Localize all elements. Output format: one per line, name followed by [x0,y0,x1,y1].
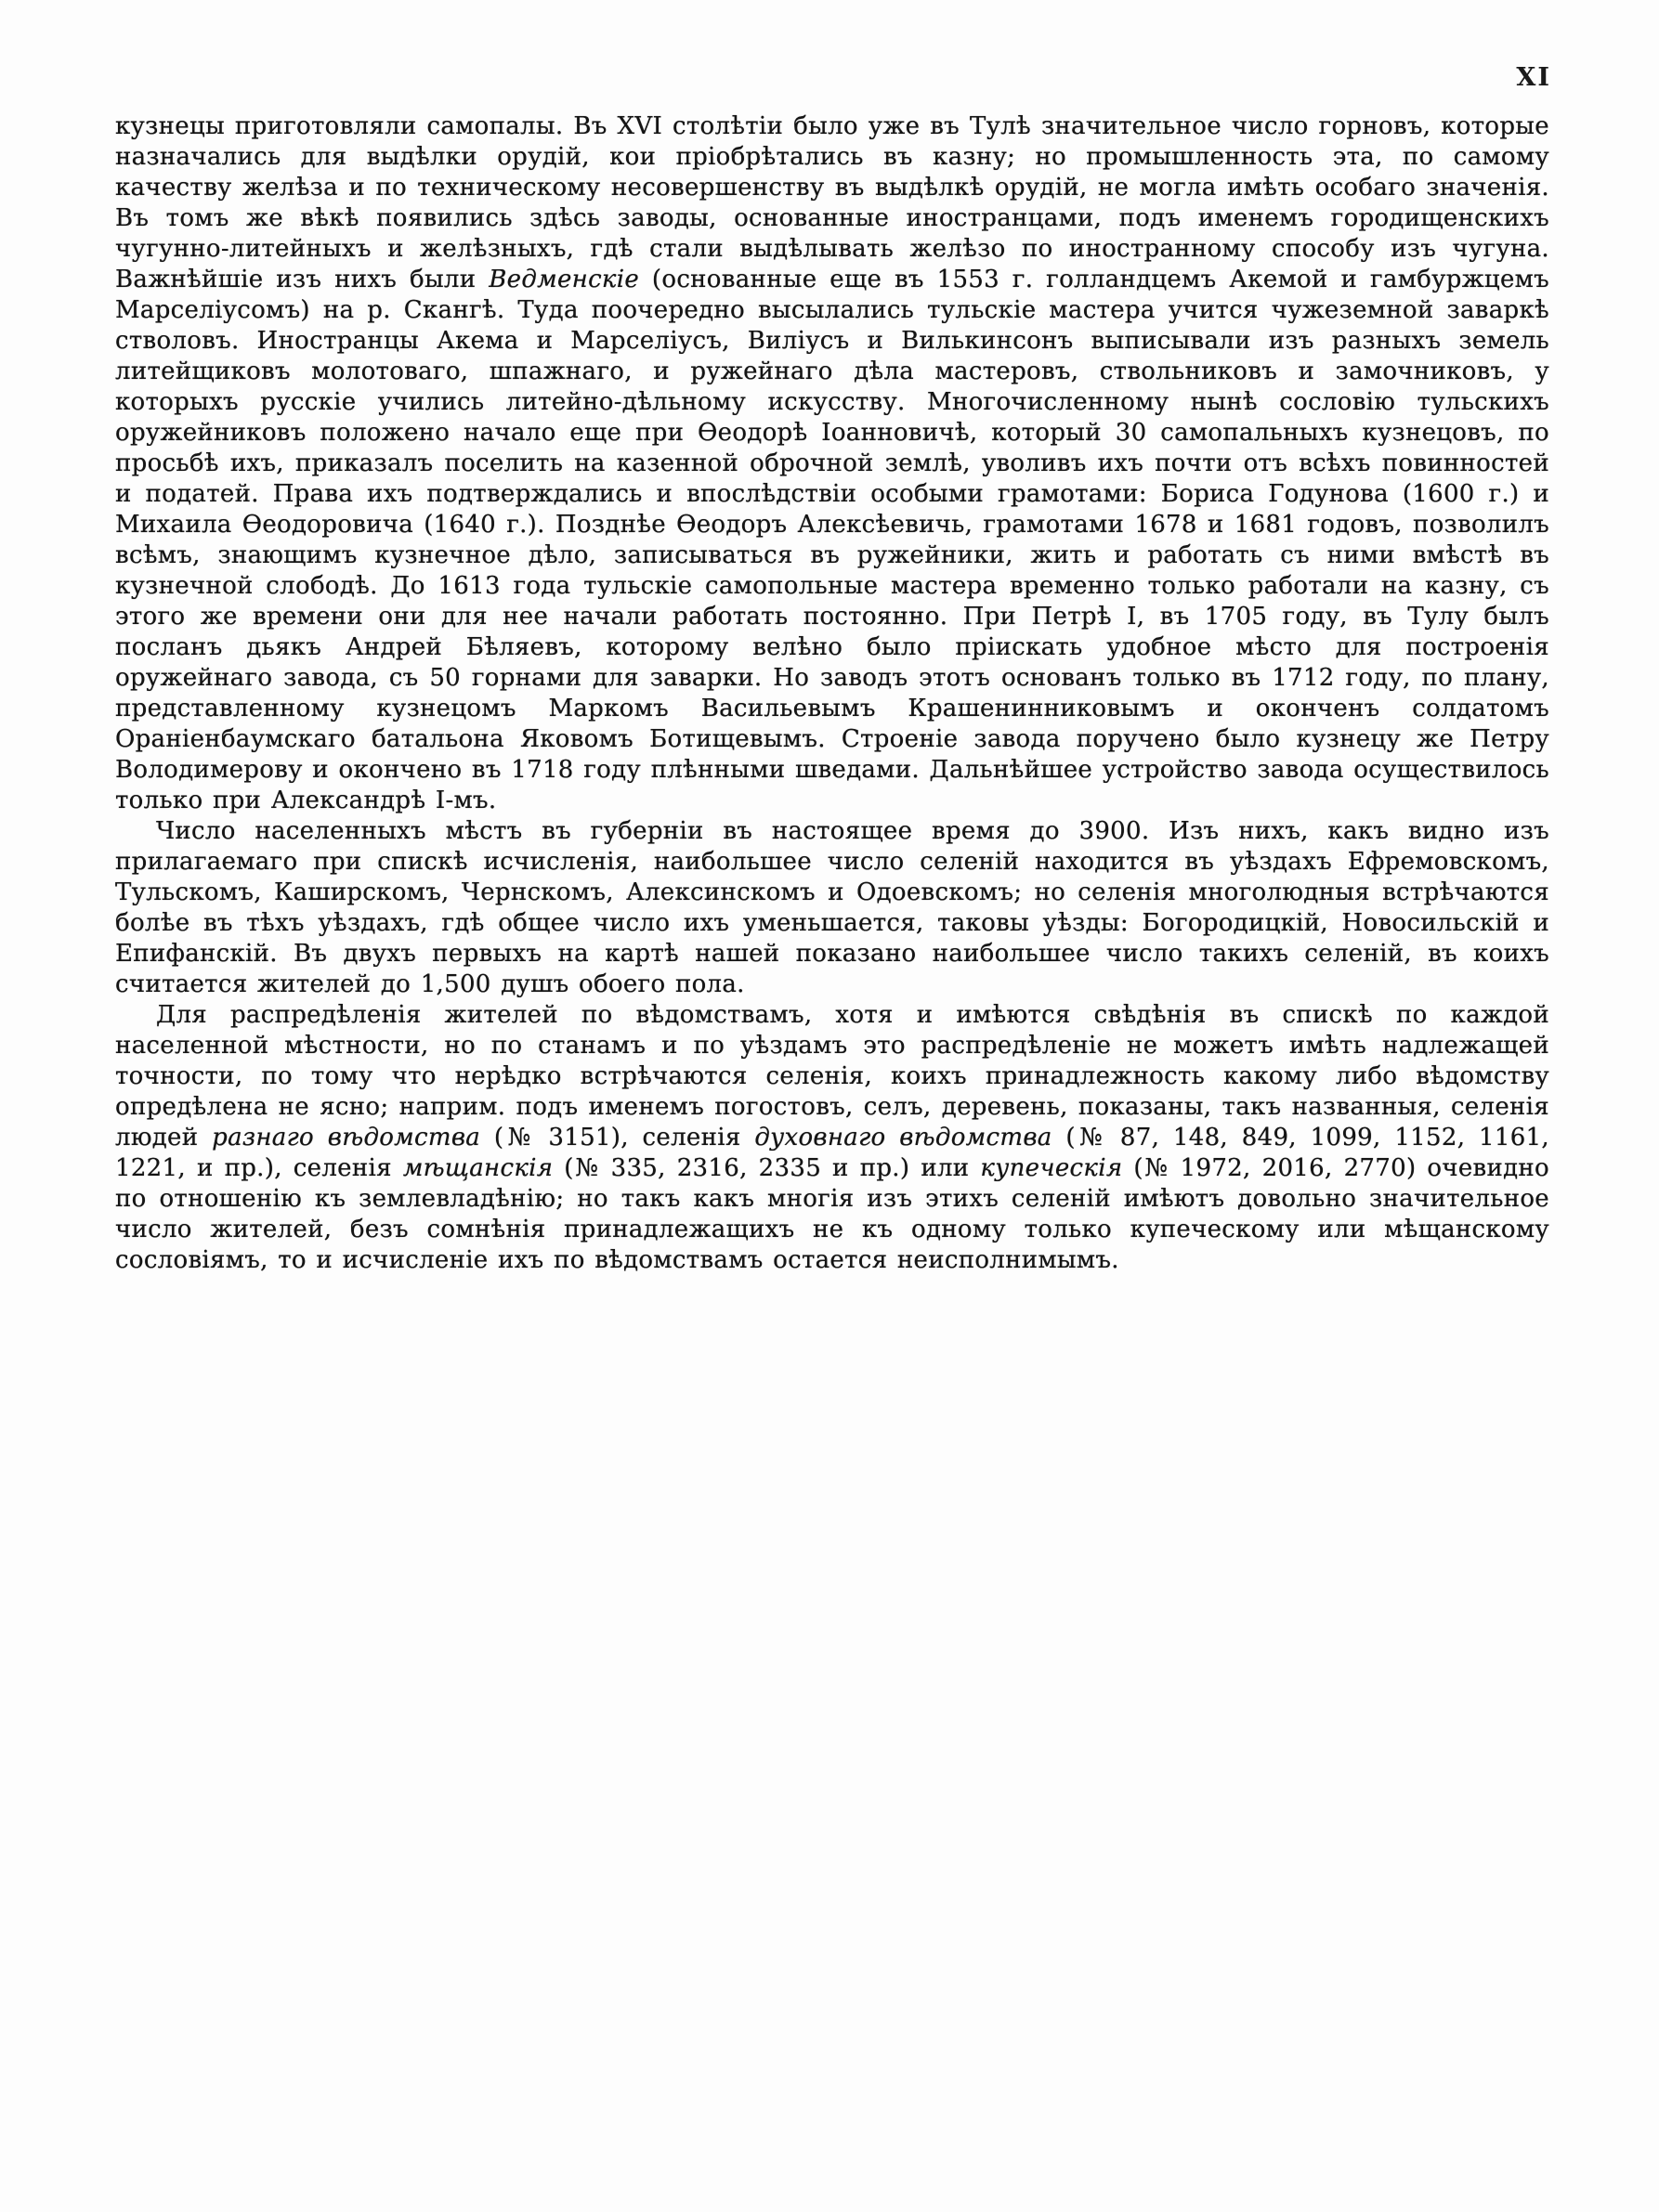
paragraph [115,816,1549,1000]
italic-phrase: купеческія [980,1154,1123,1182]
text-block [115,111,1549,1276]
italic-phrase: мѣщанскія [402,1154,554,1182]
text-segment: (№ 335, 2316, 2335 и пр.) или [553,1154,981,1182]
italic-phrase: Ведменскіе [489,266,640,293]
text-segment: Для распредѣленія жителей по вѣдомствамъ, хотя и имѣются свѣдѣнія въ спискѣ по каждой населенной мѣстности, но по станамъ и по уѣздамъ это распредѣленіе не можетъ имѣть надлежащей точности, по тому что нерѣдко встрѣчаются селенія, коихъ принадлежность какому либо вѣдомству опредѣлена не ясно; наприм. подъ именемъ погостовъ, селъ, деревень, показаны, такъ названныя, селенія людей [115,1001,1549,1152]
page-number: XI [1516,63,1551,92]
paragraph [115,111,1549,816]
paragraph [115,1000,1549,1276]
text-segment: (№ 87, 148, 849, 1099, 1152, 1161, 1221, и пр.), селенія [115,1124,1549,1182]
text-segment: кузнецы приготовляли самопалы. Въ XVI столѣтіи было уже въ Тулѣ значительное число горновъ, которые назначались для выдѣлки орудій, кои пріобрѣтались въ казну; но промышленность эта, по самому качеству желѣза и по техническому несовершенству въ выдѣлкѣ орудій, не могла имѣть особаго значенія. Въ томъ же вѣкѣ появились здѣсь заводы, основанные иностранцами, подъ именемъ городищенскихъ чугунно-литейныхъ и желѣзныхъ, гдѣ стали выдѣлывать желѣзо по иностранному способу изъ чугуна. Важнѣйшіе изъ нихъ были [115,112,1549,293]
italic-phrase: разнаго вѣдомства [212,1124,481,1152]
text-segment: (№ 3151), селенія [480,1124,755,1152]
text-segment: Число населенныхъ мѣстъ въ губерніи въ настоящее время до 3900. Изъ нихъ, какъ видно изъ прилагаемаго при спискѣ исчисленія, наибольшее число селеній находится въ уѣздахъ Ефремовскомъ, Тульскомъ, Каширскомъ, Чернскомъ, Алексинскомъ и Одоевскомъ; но селенія многолюдныя встрѣчаются болѣе въ тѣхъ уѣздахъ, гдѣ общее число ихъ уменьшается, таковы уѣзды: Богородицкій, Новосильскій и Епифанскій. Въ двухъ первыхъ на картѣ нашей показано наибольшее число такихъ селеній, въ коихъ считается жителей до 1,500 душъ обоего пола. [115,817,1549,998]
text-segment: (основанные еще въ 1553 г. голландцемъ Акемой и гамбуржцемъ Марселіусомъ) на р. Скангѣ. Туда поочередно высылались тульскіе мастера учится чужеземной заваркѣ стволовъ. Иностранцы Акема и Марселіусъ, Виліусъ и Вилькинсонъ выписывали изъ разныхъ земель литейщиковъ молотоваго, шпажнаго, и ружейнаго дѣла мастеровъ, ствольниковъ и замочниковъ, у которыхъ русскіе учились литейно-дѣльному искусству. Многочисленному нынѣ сословію тульскихъ оружейниковъ положено начало еще при Ѳеодорѣ Іоанновичѣ, который 30 самопальныхъ кузнецовъ, по просьбѣ ихъ, приказалъ поселить на казенной оброчной землѣ, уволивъ ихъ почти отъ всѣхъ повинностей и податей. Права ихъ подтверждались и впослѣдствіи особыми грамотами: Бориса Годунова (1600 г.) и Михаила Ѳеодоровича (1640 г.). Позднѣе Ѳеодоръ Алексѣевичь, грамотами 1678 и 1681 годовъ, позволилъ всѣмъ, знающимъ кузнечное дѣло, записываться въ ружейники, жить и работать съ ними вмѣстѣ въ кузнечной слободѣ. До 1613 года тульскіе самопольные мастера временно только работали на казну, съ этого же времени они для нее начали работать постоянно. При Петрѣ I, въ 1705 году, въ Тулу былъ посланъ дьякъ Андрей Бѣляевъ, которому велѣно было пріискать удобное мѣсто для построенія оружейнаго завода, съ 50 горнами для заварки. Но заводъ этотъ основанъ только въ 1712 году, по плану, представленному кузнецомъ Маркомъ Васильевымъ Крашенинниковымъ и оконченъ солдатомъ Ораніенбаумскаго батальона Яковомъ Ботищевымъ. Строеніе завода поручено было кузнецу же Петру Володимерову и окончено въ 1718 году плѣнными шведами. Дальнѣйшее устройство завода осуществилось только при Александрѣ I-мъ. [115,266,1549,814]
italic-phrase: духовнаго вѣдомства [754,1124,1052,1152]
text-segment: (№ 1972, 2016, 2770) очевидно по отношенію къ землевладѣнію; но такъ какъ многія изъ этихъ селеній имѣютъ довольно значительное число жителей, безъ сомнѣнія принадлежащихъ не къ одному только купеческому или мѣщанскому сословіямъ, то и исчисленіе ихъ по вѣдомствамъ остается неисполнимымъ. [115,1154,1549,1274]
